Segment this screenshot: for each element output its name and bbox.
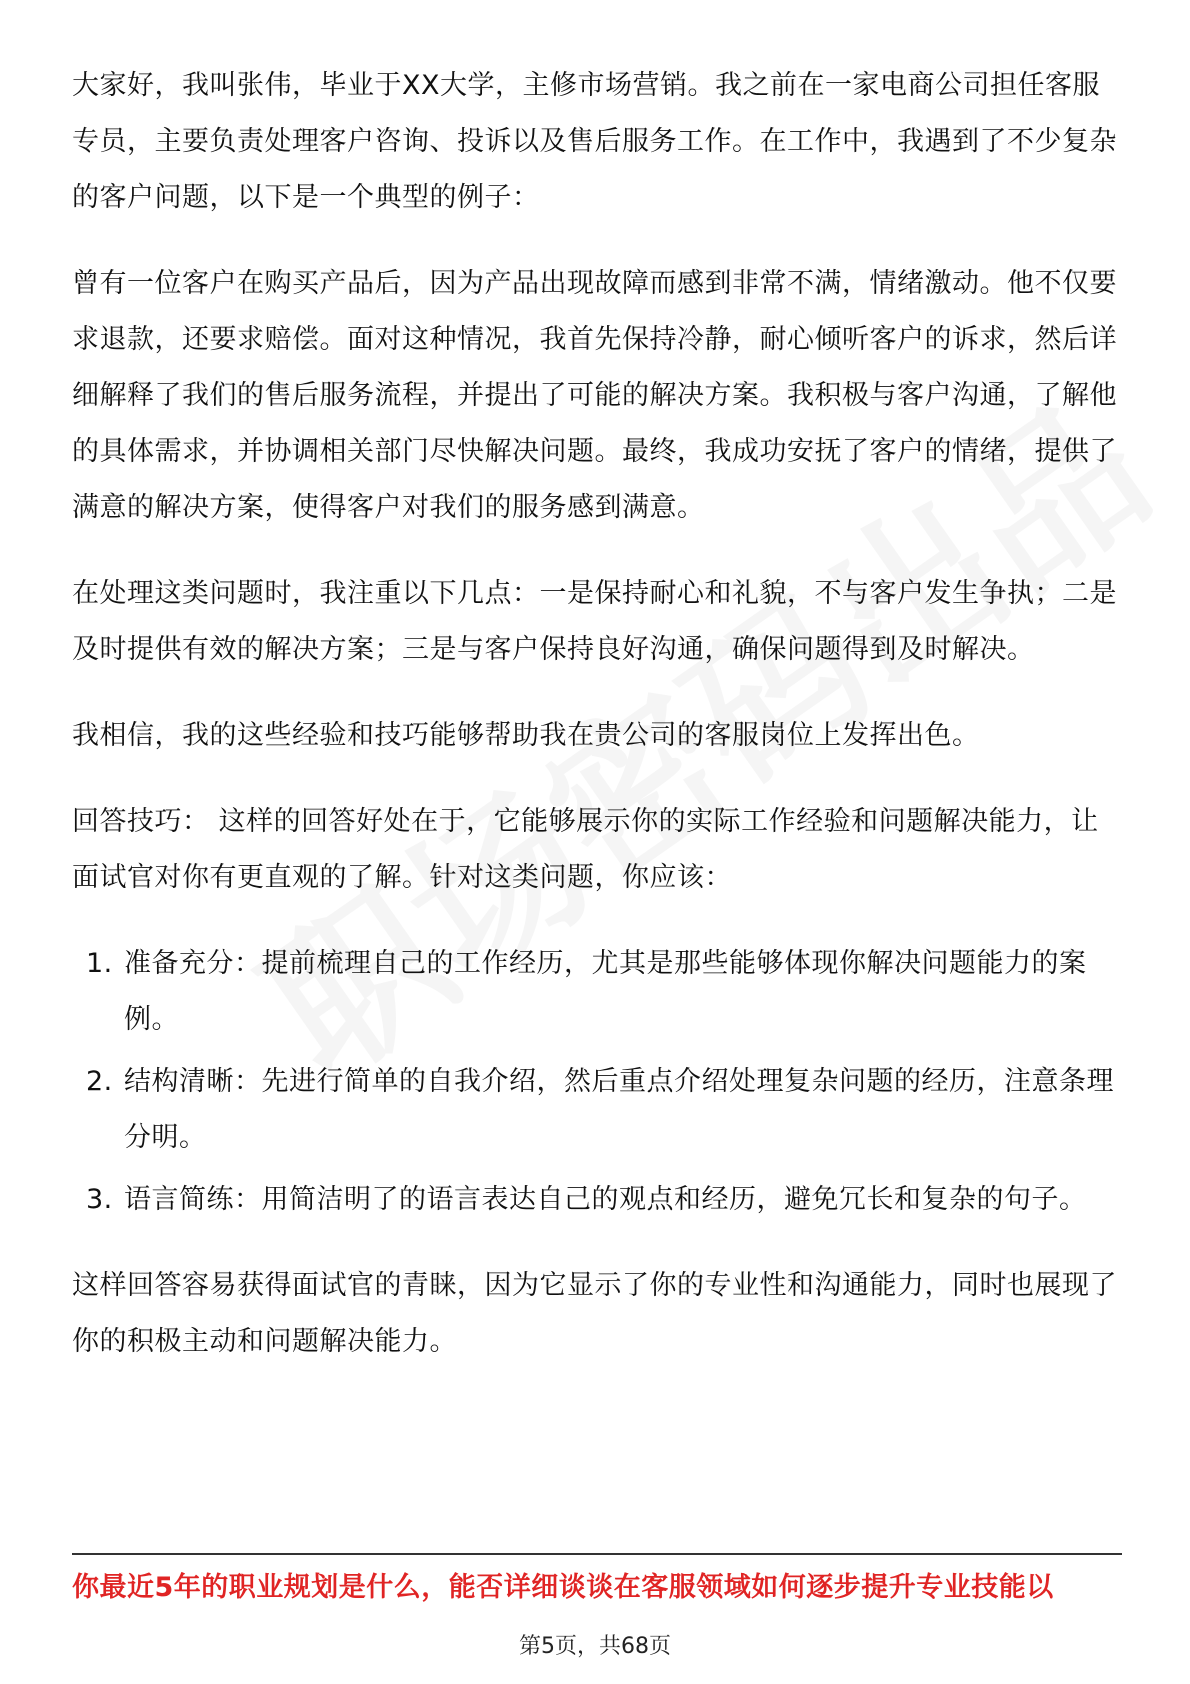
list-number: 2.: [86, 1066, 113, 1097]
list-item: [72, 936, 1122, 1048]
paragraph-answer-tips: 回答技巧： 这样的回答好处在于，它能够展示你的实际工作经验和问题解决能力，让面试官对你有更直观的了解。针对这类问题，你应该：: [72, 806, 1099, 893]
paragraph-closing: 这样回答容易获得面试官的青睐，因为它显示了你的专业性和沟通能力，同时也展现了你的积极主动和问题解决能力。: [72, 1270, 1117, 1357]
document-body: [72, 58, 1122, 1400]
section-divider: [72, 1553, 1122, 1555]
list-item-text: 准备充分：提前梳理自己的工作经历，尤其是那些能够体现你解决问题能力的案例。: [124, 948, 1087, 1035]
paragraph-intro: 大家好，我叫张伟，毕业于XX大学，主修市场营销。我之前在一家电商公司担任客服专员，主要负责处理客户咨询、投诉以及售后服务工作。在工作中，我遇到了不少复杂的客户问题，以下是一个典型的例子：: [72, 70, 1117, 213]
page-footer: 第5页，共68页: [519, 1634, 671, 1659]
paragraph-belief: 我相信，我的这些经验和技巧能够帮助我在贵公司的客服岗位上发挥出色。: [72, 720, 980, 751]
next-question-heading: 你最近5年的职业规划是什么，能否详细谈谈在客服领域如何逐步提升专业技能以: [72, 1572, 1054, 1603]
list-item-text: 语言简练：用简洁明了的语言表达自己的观点和经历，避免冗长和复杂的句子。: [124, 1184, 1087, 1215]
list-number: 1.: [86, 948, 113, 979]
list-item: [72, 1172, 1122, 1228]
list-item-text: 结构清晰：先进行简单的自我介绍，然后重点介绍处理复杂问题的经历，注意条理分明。: [124, 1066, 1114, 1153]
tips-list: [72, 936, 1122, 1228]
list-number: 3.: [86, 1184, 113, 1215]
list-item: [72, 1054, 1122, 1166]
paragraph-example: 曾有一位客户在购买产品后，因为产品出现故障而感到非常不满，情绪激动。他不仅要求退款，还要求赔偿。面对这种情况，我首先保持冷静，耐心倾听客户的诉求，然后详细解释了我们的售后服务流程，并提出了可能的解决方案。我积极与客户沟通，了解他的具体需求，并协调相关部门尽快解决问题。最终，我成功安抚了客户的情绪，提供了满意的解决方案，使得客户对我们的服务感到满意。: [72, 268, 1117, 523]
paragraph-key-points: 在处理这类问题时，我注重以下几点：一是保持耐心和礼貌，不与客户发生争执；二是及时提供有效的解决方案；三是与客户保持良好沟通，确保问题得到及时解决。: [72, 578, 1117, 665]
